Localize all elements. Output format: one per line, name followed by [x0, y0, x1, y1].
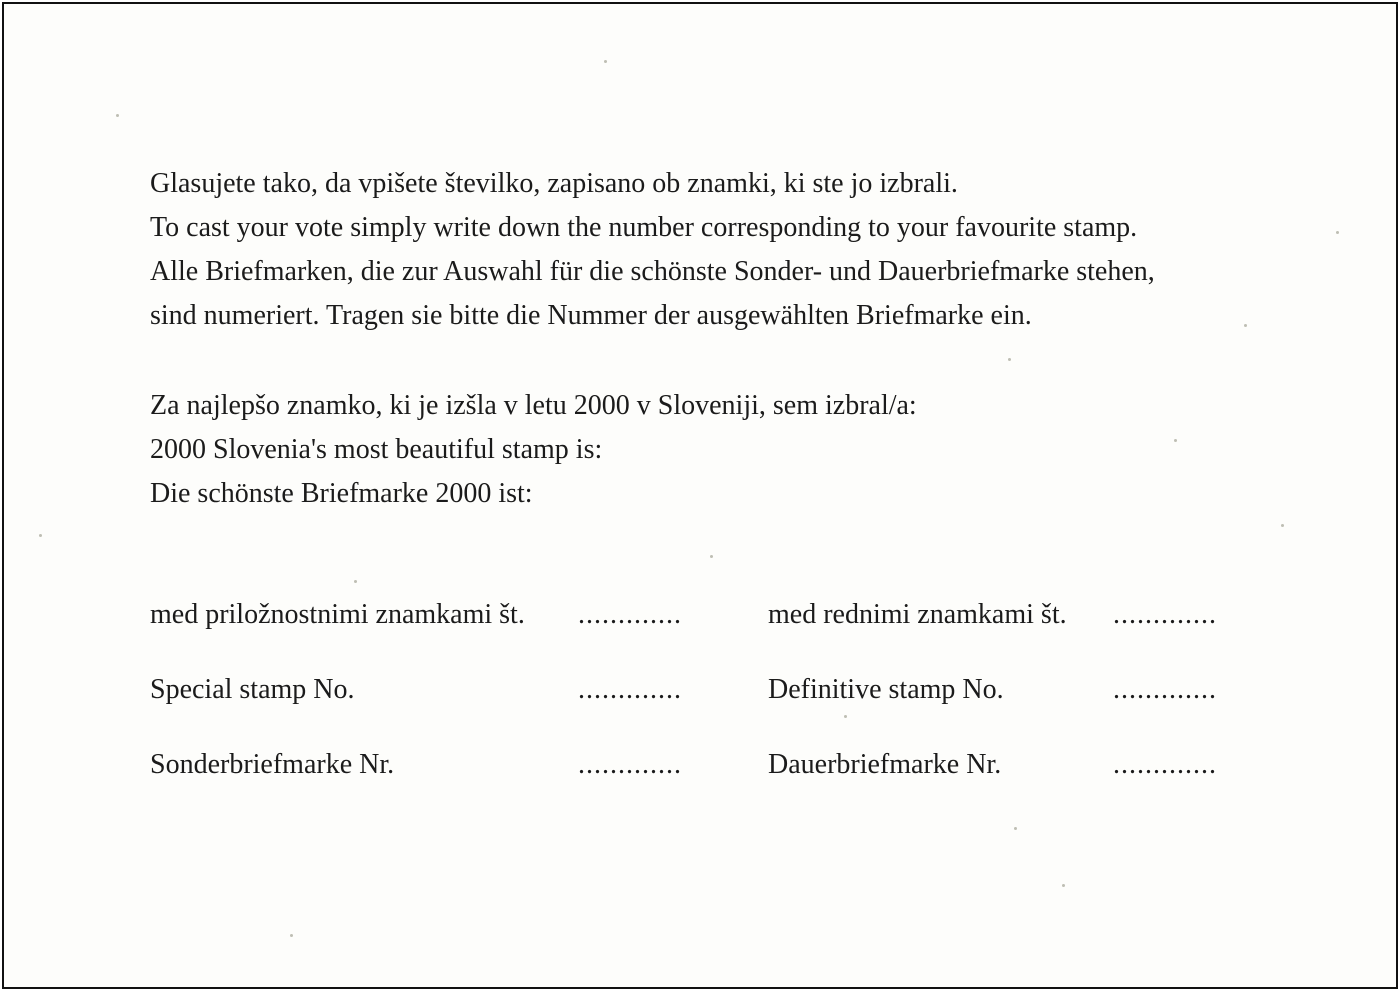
paper-speck: [39, 534, 42, 537]
paper-speck: [604, 60, 607, 63]
selection-heading-sl: Za najlepšo znamko, ki je izšla v letu 2000 v Sloveniji, sem izbral/a:: [150, 390, 917, 421]
definitive-stamp-blank-de[interactable]: .............: [1113, 749, 1217, 780]
special-stamp-blank-en[interactable]: .............: [578, 674, 682, 705]
paper-speck: [1174, 439, 1177, 442]
selection-heading-en: 2000 Slovenia's most beautiful stamp is:: [150, 434, 603, 465]
paper-speck: [290, 934, 293, 937]
definitive-stamp-label-de: Dauerbriefmarke Nr.: [768, 749, 1002, 780]
paper-speck: [1336, 231, 1339, 234]
voting-instructions: [150, 162, 1155, 338]
paper-speck: [116, 114, 119, 117]
definitive-stamp-label-en: Definitive stamp No.: [768, 674, 1004, 705]
paper-speck: [354, 580, 357, 583]
special-stamp-label-sl: med priložnostnimi znamkami št.: [150, 599, 525, 630]
instruction-line-de-2: sind numeriert. Tragen sie bitte die Nummer der ausgewählten Briefmarke ein.: [150, 300, 1032, 331]
paper-speck: [710, 555, 713, 558]
definitive-stamp-label-sl: med rednimi znamkami št.: [768, 599, 1067, 630]
paper-speck: [1014, 827, 1017, 830]
definitive-stamp-blank-sl[interactable]: .............: [1113, 599, 1217, 630]
voting-card: [2, 2, 1398, 989]
instruction-line-en: To cast your vote simply write down the number corresponding to your favourite stamp.: [150, 212, 1138, 243]
instruction-line-sl: Glasujete tako, da vpišete številko, zapisano ob znamki, ki ste jo izbrali.: [150, 168, 958, 199]
definitive-stamp-blank-en[interactable]: .............: [1113, 674, 1217, 705]
paper-speck: [844, 715, 847, 718]
instruction-line-de-1: Alle Briefmarken, die zur Auswahl für die schönste Sonder- und Dauerbriefmarke stehen,: [150, 256, 1155, 287]
special-stamp-label-en: Special stamp No.: [150, 674, 355, 705]
paper-speck: [1008, 358, 1011, 361]
paper-speck: [1281, 524, 1284, 527]
paper-speck: [1244, 324, 1247, 327]
special-stamp-blank-sl[interactable]: .............: [578, 599, 682, 630]
selection-heading-de: Die schönste Briefmarke 2000 ist:: [150, 478, 533, 509]
paper-speck: [1062, 884, 1065, 887]
special-stamp-blank-de[interactable]: .............: [578, 749, 682, 780]
selection-heading: [150, 384, 917, 516]
special-stamp-label-de: Sonderbriefmarke Nr.: [150, 749, 395, 780]
